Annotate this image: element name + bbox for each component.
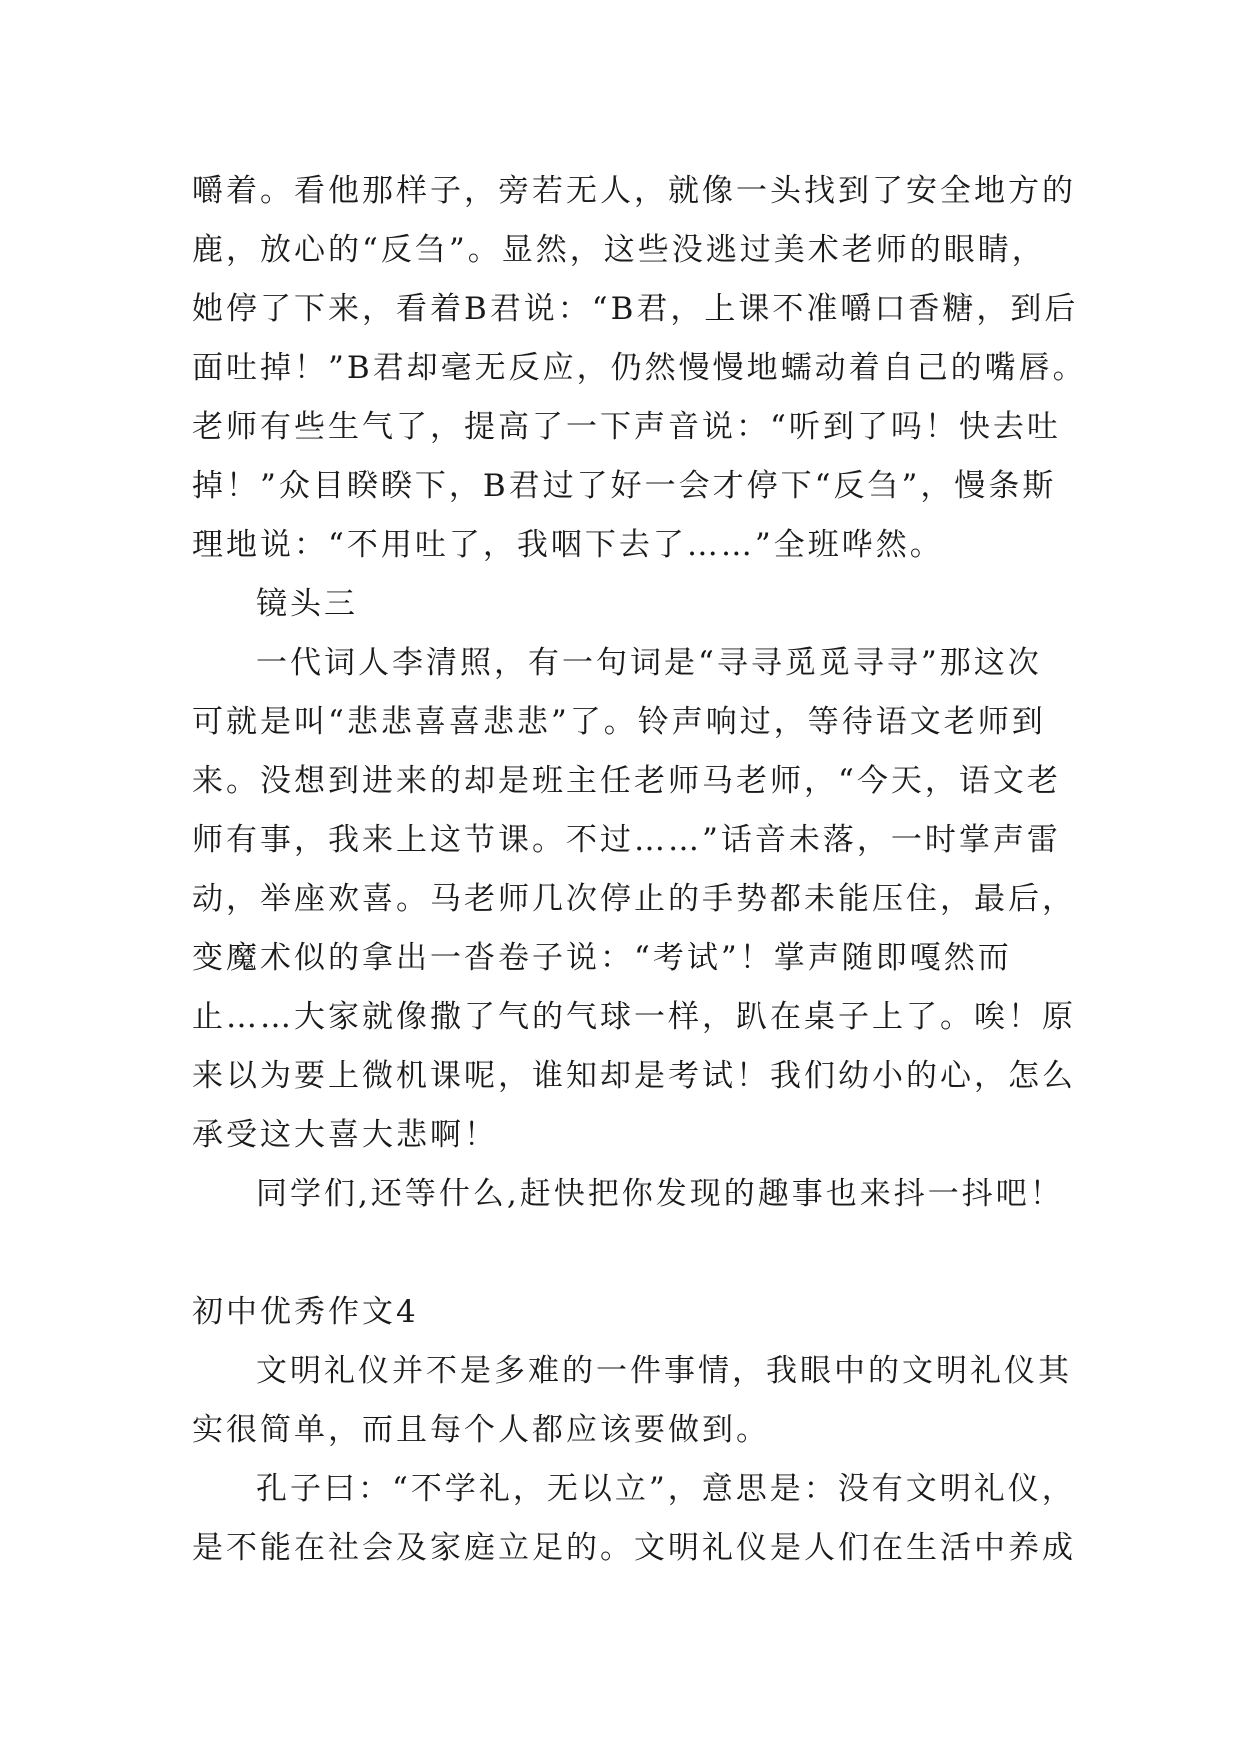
paragraph-line: 文明礼仪并不是多难的一件事情，我眼中的文明礼仪其 (256, 1353, 1072, 1389)
paragraph-line: 老师有些生气了，提高了一下声音说：“听到了吗！快去吐 (192, 409, 1061, 445)
scene-heading: 镜头三 (256, 586, 358, 622)
paragraph-line: 面吐掉！”B君却毫无反应，仍然慢慢地蠕动着自己的嘴唇。 (192, 350, 1087, 386)
paragraph-line: 她停了下来，看着B君说：“B君，上课不准嚼口香糖，到后 (192, 291, 1079, 327)
paragraph-line: 可就是叫“悲悲喜喜悲悲”了。铃声响过，等待语文老师到 (192, 704, 1046, 740)
paragraph-line: 承受这大喜大悲啊！ (192, 1117, 498, 1153)
section-title: 初中优秀作文4 (192, 1294, 419, 1330)
section-spacer (192, 1224, 1072, 1283)
paragraph-line: 师有事，我来上这节课。不过……”话音未落，一时掌声雷 (192, 822, 1061, 858)
paragraph-line: 掉！”众目睽睽下，B君过了好一会才停下“反刍”，慢条斯 (192, 468, 1057, 504)
paragraph-line: 来。没想到进来的却是班主任老师马老师，“今天，语文老 (192, 763, 1061, 799)
document-body (192, 162, 1087, 1578)
paragraph-line: 孔子曰：“不学礼，无以立”，意思是：没有文明礼仪， (256, 1471, 1076, 1507)
paragraph-line: 来以为要上微机课呢，谁知却是考试！我们幼小的心，怎么 (192, 1058, 1076, 1094)
paragraph-line: 变魔术似的拿出一沓卷子说：“考试”！掌声随即嘎然而 (192, 940, 1012, 976)
paragraph-line: 止……大家就像撒了气的气球一样，趴在桌子上了。唉！原 (192, 999, 1076, 1035)
paragraph-line: 嚼着。看他那样子，旁若无人，就像一头找到了安全地方的 (192, 173, 1076, 209)
paragraph-line: 鹿，放心的“反刍”。显然，这些没逃过美术老师的眼睛， (192, 232, 1046, 268)
paragraph-line: 实很简单，而且每个人都应该要做到。 (192, 1412, 770, 1448)
paragraph-line: 理地说：“不用吐了，我咽下去了……”全班哗然。 (192, 527, 944, 563)
paragraph-line: 同学们,还等什么,赶快把你发现的趣事也来抖一抖吧！ (256, 1176, 1064, 1212)
paragraph-line: 动，举座欢喜。马老师几次停止的手势都未能压住，最后， (192, 881, 1076, 917)
paragraph-line: 一代词人李清照，有一句词是“寻寻觅觅寻寻”那这次 (256, 645, 1042, 681)
paragraph-line: 是不能在社会及家庭立足的。文明礼仪是人们在生活中养成 (192, 1530, 1076, 1566)
